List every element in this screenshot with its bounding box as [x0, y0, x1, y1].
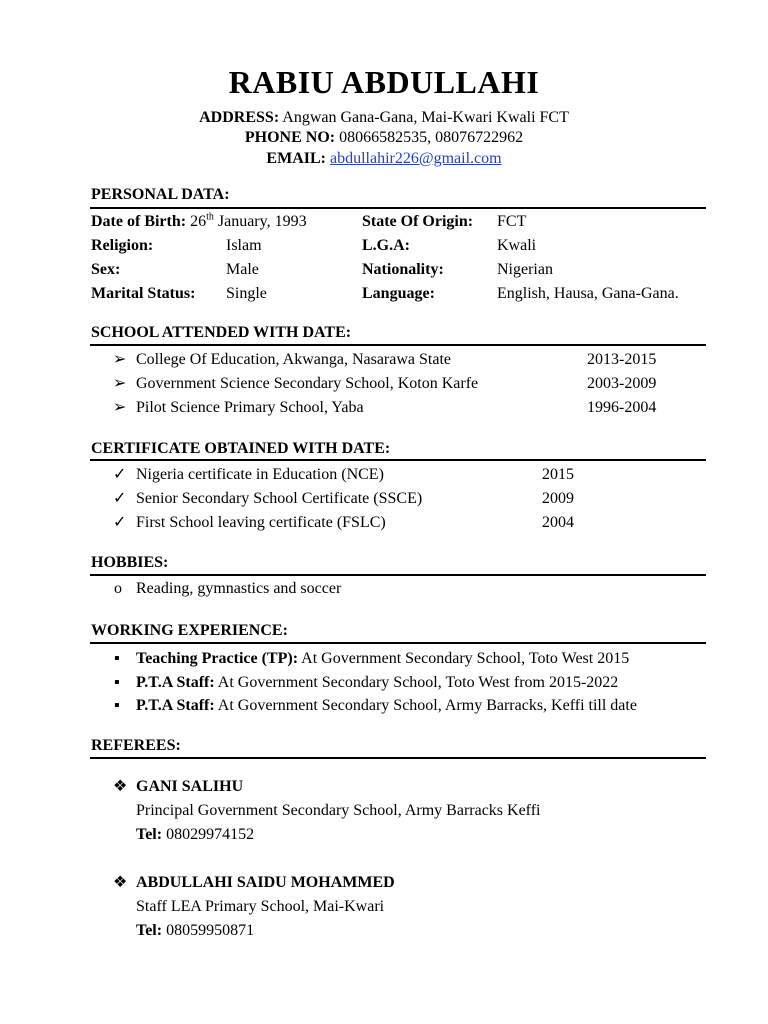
- lga-label: L.G.A:: [362, 237, 410, 254]
- personal-data-heading: PERSONAL DATA:: [91, 186, 230, 203]
- certificate-name: Nigeria certificate in Education (NCE): [136, 466, 384, 483]
- referee-position: Principal Government Secondary School, Army Barracks Keffi: [136, 802, 541, 819]
- experience-role: P.T.A Staff:: [136, 674, 215, 691]
- section-divider: [90, 642, 706, 644]
- square-bullet-icon: ▪: [114, 650, 120, 667]
- religion-label: Religion:: [91, 237, 154, 254]
- experience-detail: At Government Secondary School, Toto West 2015: [301, 650, 630, 667]
- dob-row: [91, 212, 307, 232]
- address-label: ADDRESS:: [199, 109, 280, 126]
- language-label: Language:: [362, 285, 435, 302]
- phone-value: 08066582535, 08076722962: [339, 129, 524, 146]
- tel-value: 08029974152: [166, 826, 255, 843]
- sex-value: Male: [226, 261, 259, 278]
- origin-value: FCT: [497, 213, 527, 230]
- square-bullet-icon: ▪: [114, 697, 120, 714]
- referee-position: Staff LEA Primary School, Mai-Kwari: [136, 898, 385, 915]
- experience-role: P.T.A Staff:: [136, 697, 215, 714]
- phone-label: PHONE NO:: [244, 129, 336, 146]
- nationality-value: Nigerian: [497, 261, 553, 278]
- religion-value: Islam: [226, 237, 262, 254]
- dob-rest: January, 1993: [217, 213, 307, 230]
- origin-label: State Of Origin:: [362, 213, 474, 230]
- school-heading: SCHOOL ATTENDED WITH DATE:: [91, 324, 352, 341]
- diamond-bullet-icon: ❖: [113, 778, 128, 795]
- experience-item: [136, 649, 629, 669]
- referee-name: GANI SALIHU: [136, 778, 244, 795]
- check-bullet-icon: ✓: [113, 514, 127, 531]
- section-divider: [90, 459, 706, 461]
- check-bullet-icon: ✓: [113, 490, 127, 507]
- referees-heading: REFEREES:: [91, 737, 181, 754]
- lga-value: Kwali: [497, 237, 537, 254]
- tel-label: Tel:: [136, 922, 163, 939]
- school-name: Pilot Science Primary School, Yaba: [136, 399, 364, 416]
- address-value: Angwan Gana-Gana, Mai-Kwari Kwali FCT: [282, 109, 569, 126]
- diamond-bullet-icon: ❖: [113, 874, 128, 891]
- email-label: EMAIL:: [266, 150, 326, 167]
- dob-suffix: th: [206, 211, 214, 223]
- referee-phone: [136, 825, 254, 845]
- circle-bullet-icon: o: [114, 580, 122, 597]
- school-name: Government Science Secondary School, Koton Karfe: [136, 375, 479, 392]
- email-link[interactable]: abdullahir226@gmail.com: [329, 150, 502, 167]
- sex-label: Sex:: [91, 261, 121, 278]
- experience-item: [136, 696, 637, 716]
- certificate-name: First School leaving certificate (FSLC): [136, 514, 386, 531]
- school-date: 2003-2009: [587, 375, 657, 392]
- experience-detail: At Government Secondary School, Army Barracks, Keffi till date: [217, 697, 637, 714]
- certificate-year: 2009: [542, 490, 574, 507]
- certificate-name: Senior Secondary School Certificate (SSCE): [136, 490, 423, 507]
- check-bullet-icon: ✓: [113, 466, 127, 483]
- section-divider: [90, 344, 706, 346]
- marital-value: Single: [226, 285, 267, 302]
- section-divider: [90, 207, 706, 209]
- school-date: 1996-2004: [587, 399, 657, 416]
- marital-label: Marital Status:: [91, 285, 196, 302]
- school-date: 2013-2015: [587, 351, 657, 368]
- certificate-year: 2015: [542, 466, 574, 483]
- email-line: [0, 149, 768, 169]
- dob-label: Date of Birth:: [91, 213, 187, 230]
- referee-name: ABDULLAHI SAIDU MOHAMMED: [136, 874, 395, 891]
- certificate-year: 2004: [542, 514, 574, 531]
- dob-day: 26: [190, 213, 207, 230]
- nationality-label: Nationality:: [362, 261, 444, 278]
- square-bullet-icon: ▪: [114, 674, 120, 691]
- hobbies-heading: HOBBIES:: [91, 554, 169, 571]
- experience-heading: WORKING EXPERIENCE:: [91, 622, 288, 639]
- arrow-bullet-icon: ➢: [113, 351, 127, 368]
- phone-line: [0, 128, 768, 148]
- arrow-bullet-icon: ➢: [113, 399, 127, 416]
- applicant-name: RABIU ABDULLAHI: [228, 64, 540, 100]
- experience-role: Teaching Practice (TP):: [136, 650, 299, 667]
- arrow-bullet-icon: ➢: [113, 375, 127, 392]
- tel-label: Tel:: [136, 826, 163, 843]
- certificate-heading: CERTIFICATE OBTAINED WITH DATE:: [91, 440, 391, 457]
- school-name: College Of Education, Akwanga, Nasarawa State: [136, 351, 452, 368]
- referee-phone: [136, 921, 254, 941]
- experience-item: [136, 673, 618, 693]
- experience-detail: At Government Secondary School, Toto West from 2015-2022: [217, 674, 619, 691]
- hobby-item: Reading, gymnastics and soccer: [136, 580, 342, 597]
- section-divider: [90, 757, 706, 759]
- section-divider: [90, 574, 706, 576]
- language-value: English, Hausa, Gana-Gana.: [497, 285, 679, 302]
- tel-value: 08059950871: [166, 922, 255, 939]
- address-line: [0, 108, 768, 128]
